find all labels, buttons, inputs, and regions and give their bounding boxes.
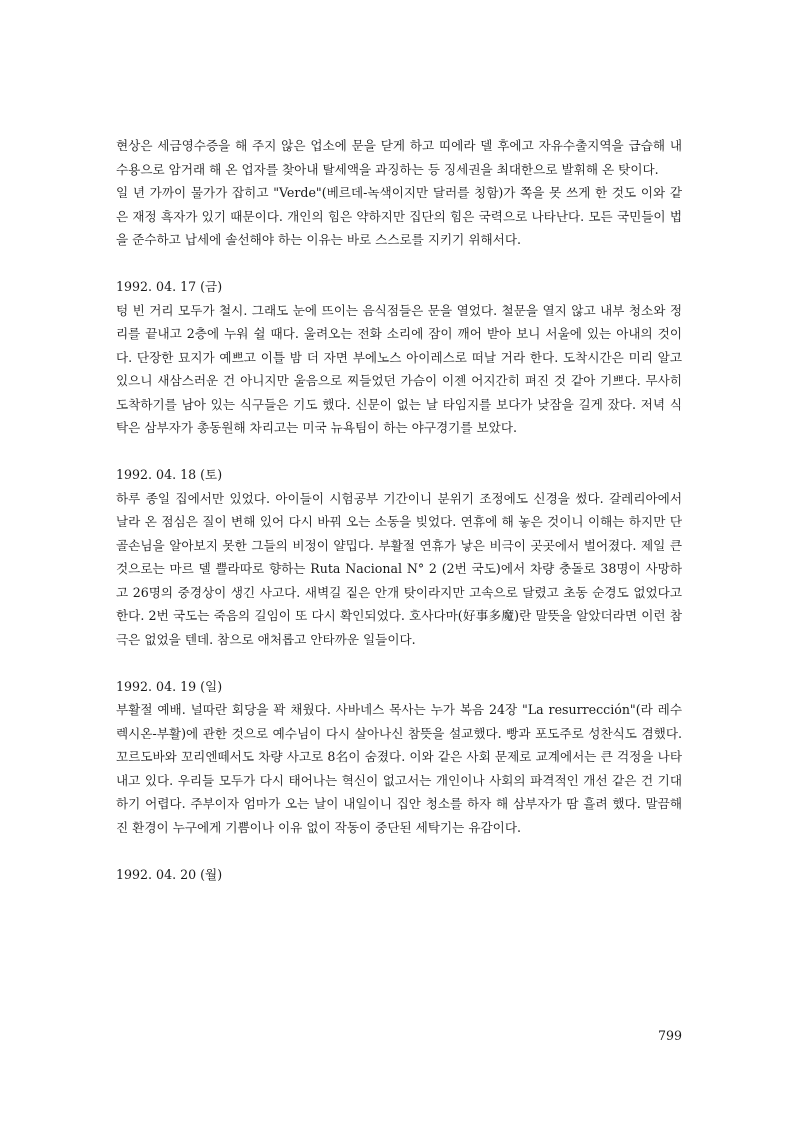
spacer xyxy=(116,839,682,863)
spacer xyxy=(116,651,682,675)
entry-date: 1992. 04. 20 (월) xyxy=(116,866,223,882)
entry-date: 1992. 04. 19 (일) xyxy=(116,678,223,694)
spacer xyxy=(116,440,682,464)
entry-text: 텅 빈 거리 모두가 철시. 그래도 눈에 뜨이는 음식점들은 문을 열었다. 철문을 열지 않고 내부 청소와 정리를 끝내고 2층에 누워 쉴 때다. 울려오는 전화 소리에 잠이 깨어 받아 보니 서울에 있는 아내의 것이다. 단장한 묘지가 예쁘고 이틀 밤 더 자면 부에노스 아이레스로 떠날 거라 한다. 도착시간은 미리 알고 있으니 새삼스러운 건 아니지만 울음으로 찌들었던 가슴이 이젠 어지간히 펴진 것 같아 기쁘다. 무사히 도착하기를 남아 있는 식구들은 기도 했다. 신문이 없는 날 타임지를 보다가 낮잠을 길게 잤다. 저녁 식탁은 삼부자가 총동원해 차리고는 미국 뉴욕팀이 하는 야구경기를 보았다. xyxy=(116,302,682,435)
entry-text: 부활절 예배. 널따란 회당을 꽉 채웠다. 사바네스 목사는 누가 복음 24장 "La resurrección"(라 레수렉시온-부활)에 관한 것으로 예수님이 다시 살아나신 참뜻을 설교했다. 빵과 포도주로 성찬식도 겸했다. 꼬르도바와 꼬리엔떼서도 차량 사고로 8名이 숨졌다. 이와 같은 사회 문제로 교계에서는 큰 걱정을 나타내고 있다. 우리들 모두가 다시 태어나는 혁신이 없고서는 개인이나 사회의 파격적인 개선 같은 건 기대하기 어렵다. 주부이자 엄마가 오는 날이 내일이니 집안 청소를 하자 해 삼부자가 땀 흘려 했다. 말끔해진 환경이 누구에게 기쁨이나 이유 없이 작동이 중단된 세탁기는 유감이다. xyxy=(116,702,682,835)
entry-date: 1992. 04. 18 (토) xyxy=(116,467,223,482)
intro-paragraph: 일 년 가까이 물가가 잡히고 "Verde"(베르데-녹색이지만 달러를 칭함)가 쪽을 못 쓰게 한 것도 이와 같은 재정 흑자가 있기 때문이다. 개인의 힘은 약하지만 집단의 힘은 국력으로 나타난다. 모든 국민들이 법을 준수하고 납세에 솔선해야 하는 이유는 바로 스스로를 지키기 위해서다. xyxy=(116,185,682,247)
entry-text: 하루 종일 집에서만 있었다. 아이들이 시험공부 기간이니 분위기 조정에도 신경을 썼다. 갈레리아에서 날라 온 점심은 질이 변해 있어 다시 바꿔 오는 소동을 빚었다. 연휴에 해 놓은 것이니 이해는 하지만 단골손님을 알아보지 못한 그들의 비정이 얄밉다. 부활절 연휴가 낳은 비극이 곳곳에서 벌어졌다. 제일 큰 것으로는 마르 델 쁠라따로 향하는 Ruta Nacional N° 2 (2번 국도)에서 차량 충돌로 38명이 사망하고 26명의 중경상이 생긴 사고다. 새벽길 짙은 안개 탓이라지만 고속으로 달렸고 초동 순경도 없었다고 한다. 2번 국도는 죽음의 길임이 또 다시 확인되었다. 호사다마(好事多魔)란 말뜻을 알았더라면 이런 참극은 없었을 텐데. 참으로 애처롭고 안타까운 일들이다. xyxy=(116,490,682,647)
page-content xyxy=(116,134,682,886)
entry-date: 1992. 04. 17 (금) xyxy=(116,279,223,294)
page-number: 799 xyxy=(657,1028,682,1043)
intro-paragraph: 현상은 세금영수증을 해 주지 않은 업소에 문을 닫게 하고 띠에라 델 후에고 자유수출지역을 급습해 내수용으로 암거래 해 온 업자를 찾아내 탈세액을 과징하는 등 징세권을 최대한으로 발휘해 온 탓이다. xyxy=(116,138,682,177)
spacer xyxy=(116,252,682,276)
